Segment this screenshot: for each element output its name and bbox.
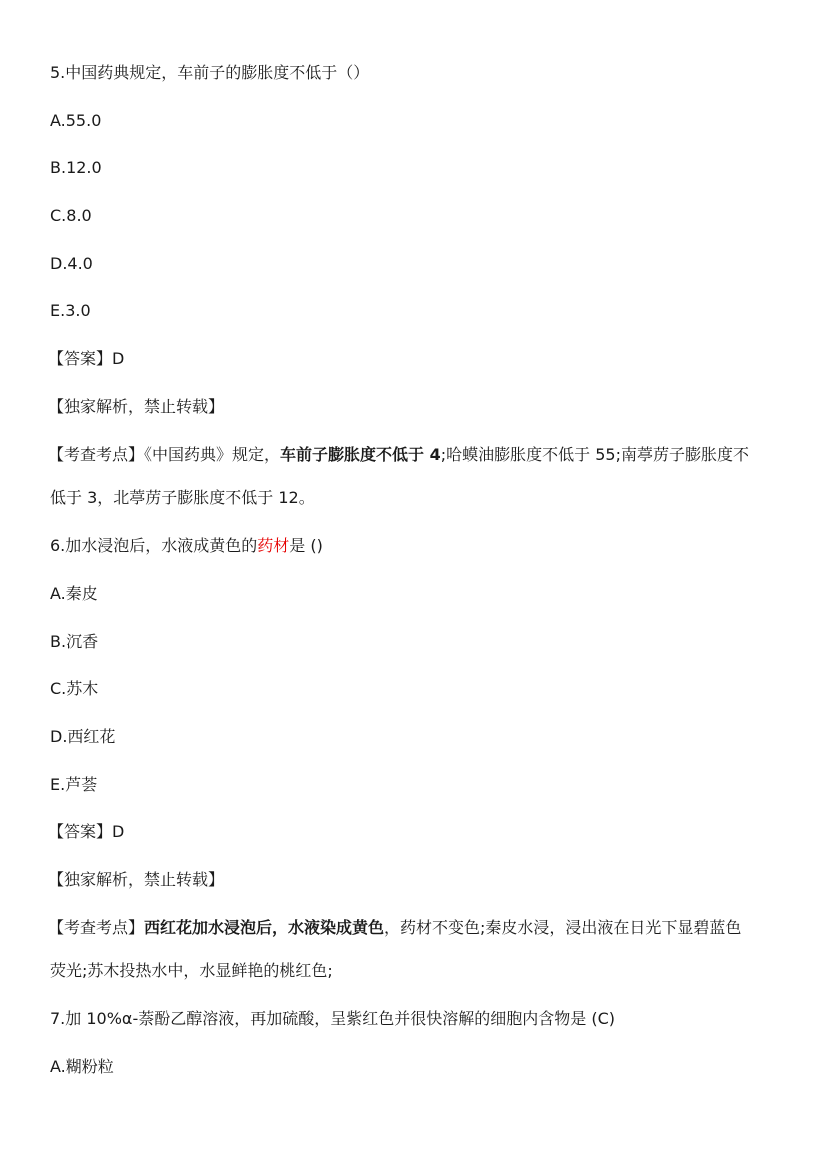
- q6-option-b: B.沉香: [50, 632, 99, 651]
- q5-analysis-line-2: 低于 3，北葶苈子膨胀度不低于 12。: [50, 488, 315, 507]
- q5-answer: 【答案】D: [48, 349, 125, 368]
- q6-option-c: C.苏木: [50, 679, 99, 698]
- question-6: [50, 534, 323, 558]
- q5-analysis-line-1: [48, 443, 749, 467]
- q6-question-highlight: 药材: [257, 536, 290, 555]
- q5-option-a: A.55.0: [50, 111, 102, 130]
- q5-option-e: E.3.0: [50, 301, 91, 320]
- q6-analysis-line-2: 荧光;苏木投热水中，水显鲜艳的桃红色;: [50, 961, 333, 980]
- q5-analysis-key-point: 车前子膨胀度不低于 4: [280, 445, 441, 464]
- q6-exclusive-note: 【独家解析，禁止转载】: [48, 870, 225, 889]
- q6-analysis-key-point: 西红花加水浸泡后，水液染成黄色: [144, 918, 385, 937]
- q5-exclusive-note: 【独家解析，禁止转载】: [48, 397, 225, 416]
- q6-answer: 【答案】D: [48, 822, 125, 841]
- q5-analysis-rest-1: ;哈蟆油膨胀度不低于 55;南葶苈子膨胀度不: [440, 445, 749, 464]
- q6-analysis-rest-1: ，药材不变色;秦皮水浸，浸出液在日光下显碧蓝色: [384, 918, 742, 937]
- q5-option-c: C.8.0: [50, 206, 92, 225]
- q6-option-d: D.西红花: [50, 727, 116, 746]
- q5-analysis-prefix: 【考查考点】《中国药典》规定，: [48, 445, 281, 464]
- q6-question-post: 是 (): [289, 536, 323, 555]
- q7-option-a: A.糊粉粒: [50, 1057, 114, 1076]
- question-5: 5.中国药典规定，车前子的膨胀度不低于（）: [50, 63, 370, 82]
- q5-option-b: B.12.0: [50, 158, 102, 177]
- q5-option-d: D.4.0: [50, 254, 93, 273]
- q6-option-e: E.芦荟: [50, 775, 98, 794]
- question-7: 7.加 10%α-萘酚乙醇溶液，再加硫酸，呈紫红色并很快溶解的细胞内含物是 (C): [50, 1009, 615, 1028]
- q6-option-a: A.秦皮: [50, 584, 98, 603]
- q6-analysis-line-1: [48, 916, 741, 940]
- q6-analysis-prefix: 【考查考点】: [48, 918, 145, 937]
- q6-question-pre: 6.加水浸泡后，水液成黄色的: [50, 536, 258, 555]
